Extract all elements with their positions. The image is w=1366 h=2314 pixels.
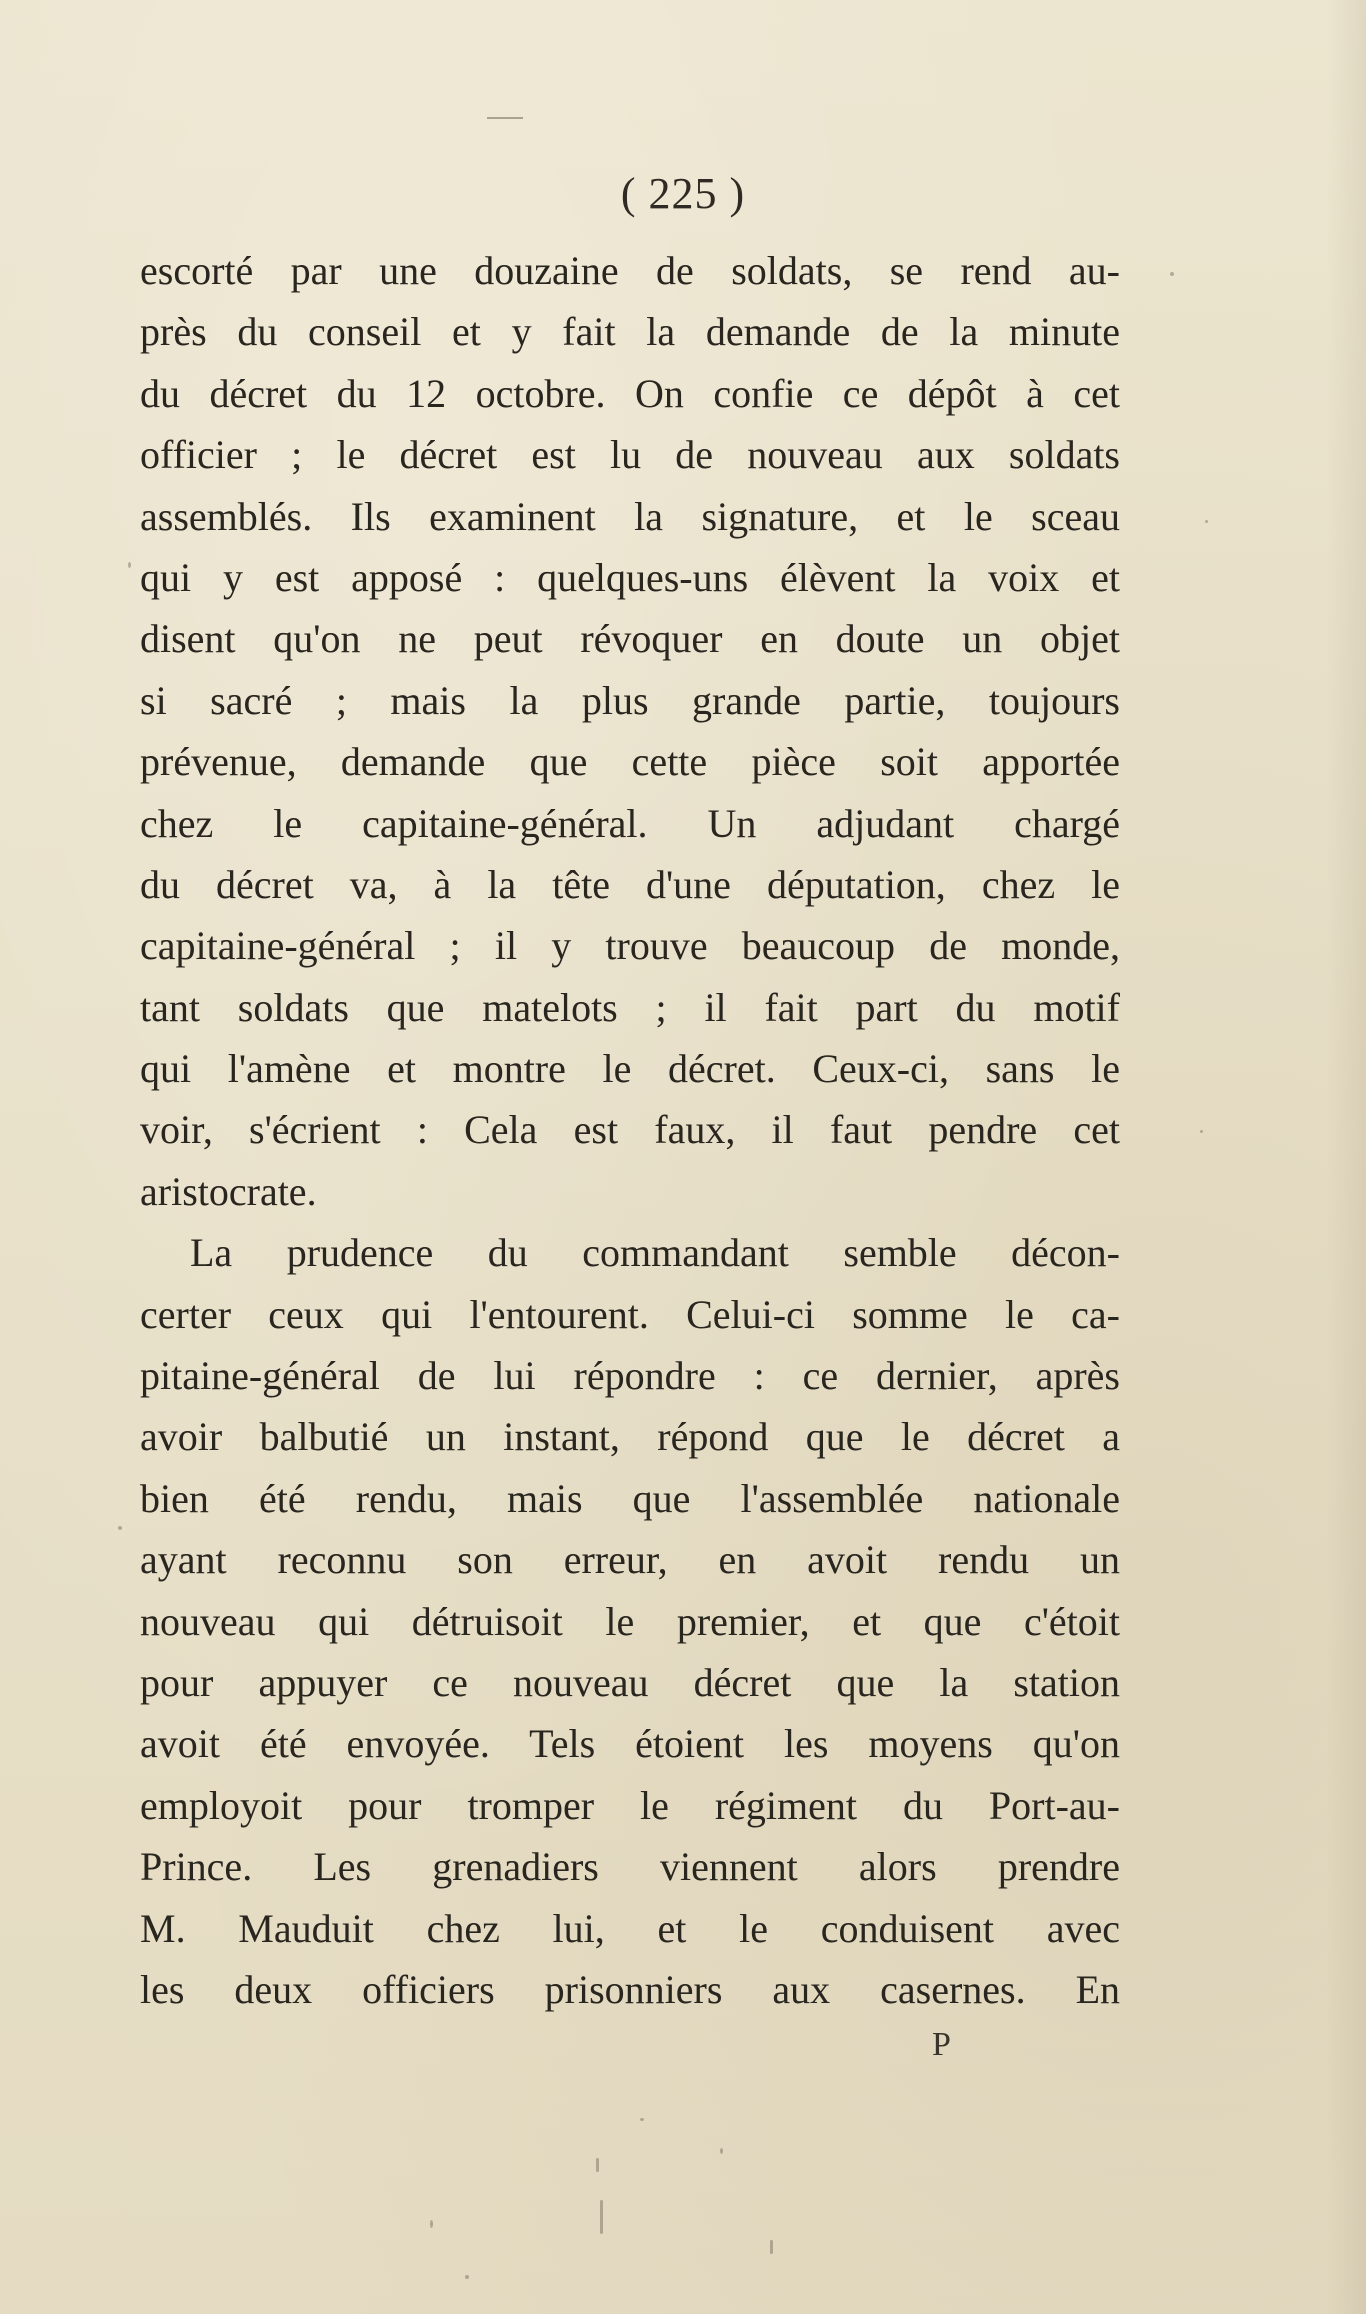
- text-line: Prince. Les grenadiers viennent alors prendre: [140, 1844, 1120, 1890]
- text-line: chez le capitaine-général. Un adjudant chargé: [140, 800, 1120, 846]
- text-line: près du conseil et y fait la demande de la minute: [140, 309, 1120, 355]
- text-line: bien été rendu, mais que l'assemblée nationale: [140, 1475, 1120, 1521]
- text-line: si sacré ; mais la plus grande partie, toujours: [140, 677, 1120, 723]
- text-line: voir, s'écrient : Cela est faux, il faut pendre cet: [140, 1107, 1120, 1153]
- text-line: du décret va, à la tête d'une députation, chez le: [140, 861, 1120, 907]
- text-line: disent qu'on ne peut révoquer en doute un objet: [140, 616, 1120, 662]
- text-line: avoit été envoyée. Tels étoient les moyens qu'on: [140, 1721, 1120, 1767]
- text-line: prévenue, demande que cette pièce soit apportée: [140, 739, 1120, 785]
- text-line: La prudence du commandant semble décon-: [190, 1230, 1120, 1276]
- text-line: employoit pour tromper le régiment du Port-au-: [140, 1782, 1120, 1828]
- body-text: [140, 240, 1120, 2020]
- text-line: qui y est apposé : quelques-uns élèvent la voix et: [140, 554, 1120, 600]
- text-line: nouveau qui détruisoit le premier, et que c'étoit: [140, 1598, 1120, 1644]
- text-line: capitaine-général ; il y trouve beaucoup de monde,: [140, 923, 1120, 969]
- text-line: escorté par une douzaine de soldats, se rend au-: [140, 248, 1120, 293]
- text-line: certer ceux qui l'entourent. Celui-ci somme le ca-: [140, 1291, 1120, 1337]
- text-line: les deux officiers prisonniers aux casernes. En: [140, 1966, 1120, 2012]
- text-line: pitaine-général de lui répondre : ce dernier, après: [140, 1353, 1120, 1399]
- text-line: qui l'amène et montre le décret. Ceux-ci, sans le: [140, 1046, 1120, 1092]
- text-line: assemblés. Ils examinent la signature, et le sceau: [140, 493, 1120, 539]
- header-dash: [487, 117, 523, 119]
- text-line: officier ; le décret est lu de nouveau aux soldats: [140, 432, 1120, 478]
- text-line: tant soldats que matelots ; il fait part du motif: [140, 984, 1120, 1030]
- text-line: M. Mauduit chez lui, et le conduisent avec: [140, 1905, 1120, 1951]
- text-line: du décret du 12 octobre. On confie ce dépôt à cet: [140, 370, 1120, 416]
- signature-mark: P: [932, 2026, 951, 2063]
- text-line: pour appuyer ce nouveau décret que la station: [140, 1659, 1120, 1705]
- page-number: ( 225 ): [620, 169, 746, 218]
- text-line: avoir balbutié un instant, répond que le décret a: [140, 1414, 1120, 1460]
- text-line: ayant reconnu son erreur, en avoit rendu un: [140, 1537, 1120, 1583]
- text-line: aristocrate.: [140, 1168, 317, 1214]
